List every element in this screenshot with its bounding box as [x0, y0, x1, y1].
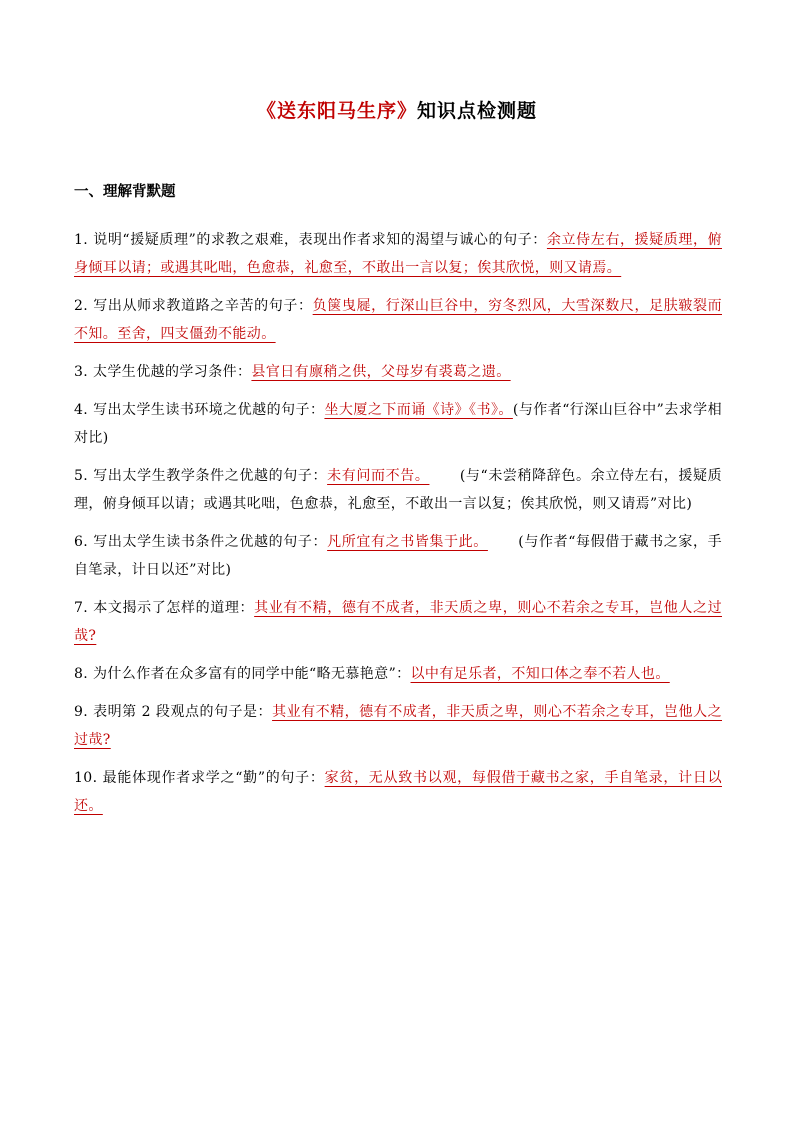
- question-3: [74, 358, 722, 386]
- question-8: [74, 660, 722, 688]
- answer-text: 未有问而不告。: [327, 468, 430, 484]
- page-title: [0, 96, 794, 123]
- question-text: 10. 最能体现作者求学之“勤”的句子：: [74, 770, 325, 786]
- question-10: [74, 764, 722, 820]
- question-2: [74, 292, 722, 348]
- question-4: [74, 396, 722, 452]
- answer-text: 其业有不精，德有不成者，非天质之卑，则心不若余之专耳，岂他人之过哉?: [74, 704, 722, 748]
- question-text: 1. 说明“援疑质理”的求教之艰难，表现出作者求知的渴望与诚心的句子：: [74, 232, 547, 248]
- answer-text: 余立侍左右，援疑质理，俯身倾耳以请；或遇其叱咄，色愈恭，礼愈至，不敢出一言以复；俟其欣悦，则又请焉。: [74, 232, 722, 276]
- answer-text: 其业有不精，德有不成者，非天质之卑，则心不若余之专耳，岂他人之过哉?: [74, 600, 722, 644]
- question-text: 7. 本文揭示了怎样的道理：: [74, 600, 255, 616]
- question-text: 2. 写出从师求教道路之辛苦的句子：: [74, 298, 313, 314]
- question-list: [74, 226, 722, 830]
- question-7: [74, 594, 722, 650]
- question-1: [74, 226, 722, 282]
- question-text: 8. 为什么作者在众多富有的同学中能“略无慕艳意”：: [74, 666, 411, 682]
- title-suffix: 知识点检测题: [417, 100, 538, 122]
- comparison-note: (与作者“每假借于藏书之家，手自笔录，计日以还”对比): [74, 534, 722, 578]
- comparison-note: (与“未尝稍降辞色。余立侍左右，援疑质理，俯身倾耳以请；或遇其叱咄，色愈恭，礼愈至，不敢出一言以复；俟其欣悦，则又请焉”对比): [74, 468, 722, 512]
- question-text: 9. 表明第 2 段观点的句子是：: [74, 704, 273, 720]
- answer-text: 县官日有廪稍之供，父母岁有裘葛之遗。: [251, 364, 511, 380]
- question-text: 3. 太学生优越的学习条件：: [74, 364, 252, 380]
- question-text: 4. 写出太学生读书环境之优越的句子：: [74, 402, 325, 418]
- question-5: [74, 462, 722, 518]
- question-6: [74, 528, 722, 584]
- answer-text: 家贫，无从致书以观，每假借于藏书之家，手自笔录，计日以还。: [74, 770, 722, 814]
- comparison-note: (与作者“行深山巨谷中”去求学相对比): [74, 402, 722, 446]
- question-text: 6. 写出太学生读书条件之优越的句子：: [74, 534, 328, 550]
- section-heading: 一、理解背默题: [74, 184, 176, 200]
- answer-text: 以中有足乐者，不知口体之奉不若人也。: [410, 666, 670, 682]
- question-9: [74, 698, 722, 754]
- answer-text: 凡所宜有之书皆集于此。: [327, 534, 488, 550]
- answer-text: 负箧曳屣，行深山巨谷中，穷冬烈风，大雪深数尺，足肤皲裂而不知。至舍，四支僵劲不能动。: [74, 298, 722, 342]
- question-text: 5. 写出太学生教学条件之优越的句子：: [74, 468, 328, 484]
- answer-text: 坐大厦之下而诵《诗》《书》。: [324, 402, 513, 418]
- title-work-name: 《送东阳马生序》: [256, 100, 417, 122]
